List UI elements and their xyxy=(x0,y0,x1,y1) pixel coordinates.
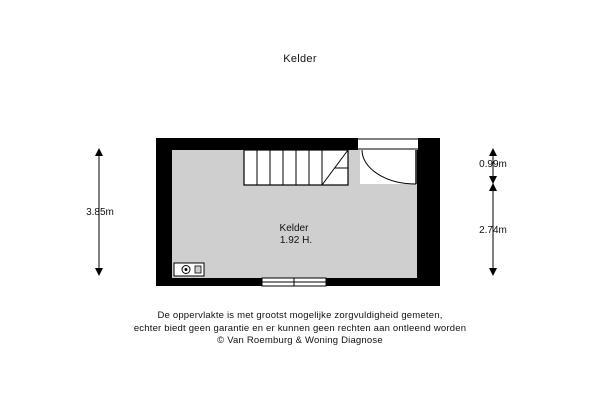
dimension-right-bottom: 2.74m xyxy=(479,225,507,236)
boiler-icon xyxy=(174,263,204,276)
disclaimer xyxy=(0,310,600,348)
disclaimer-line-1: De oppervlakte is met grootst mogelijke zorgvuldigheid gemeten, xyxy=(157,310,443,321)
window-icon xyxy=(262,278,326,286)
door-swing-icon xyxy=(358,138,418,184)
dimension-left-total: 3.85m xyxy=(86,207,114,218)
disclaimer-line-2: echter biedt geen garantie en er kunnen geen rechten aan ontleend worden xyxy=(133,322,467,334)
room-height: 1.92 H. xyxy=(279,235,313,246)
floor-title: Kelder xyxy=(283,53,317,65)
dimension-right-top: 0.99m xyxy=(479,159,507,170)
disclaimer-copyright: © Van Roemburg & Woning Diagnose xyxy=(217,335,383,346)
staircase-icon xyxy=(244,150,348,185)
room-name: Kelder xyxy=(279,223,309,234)
